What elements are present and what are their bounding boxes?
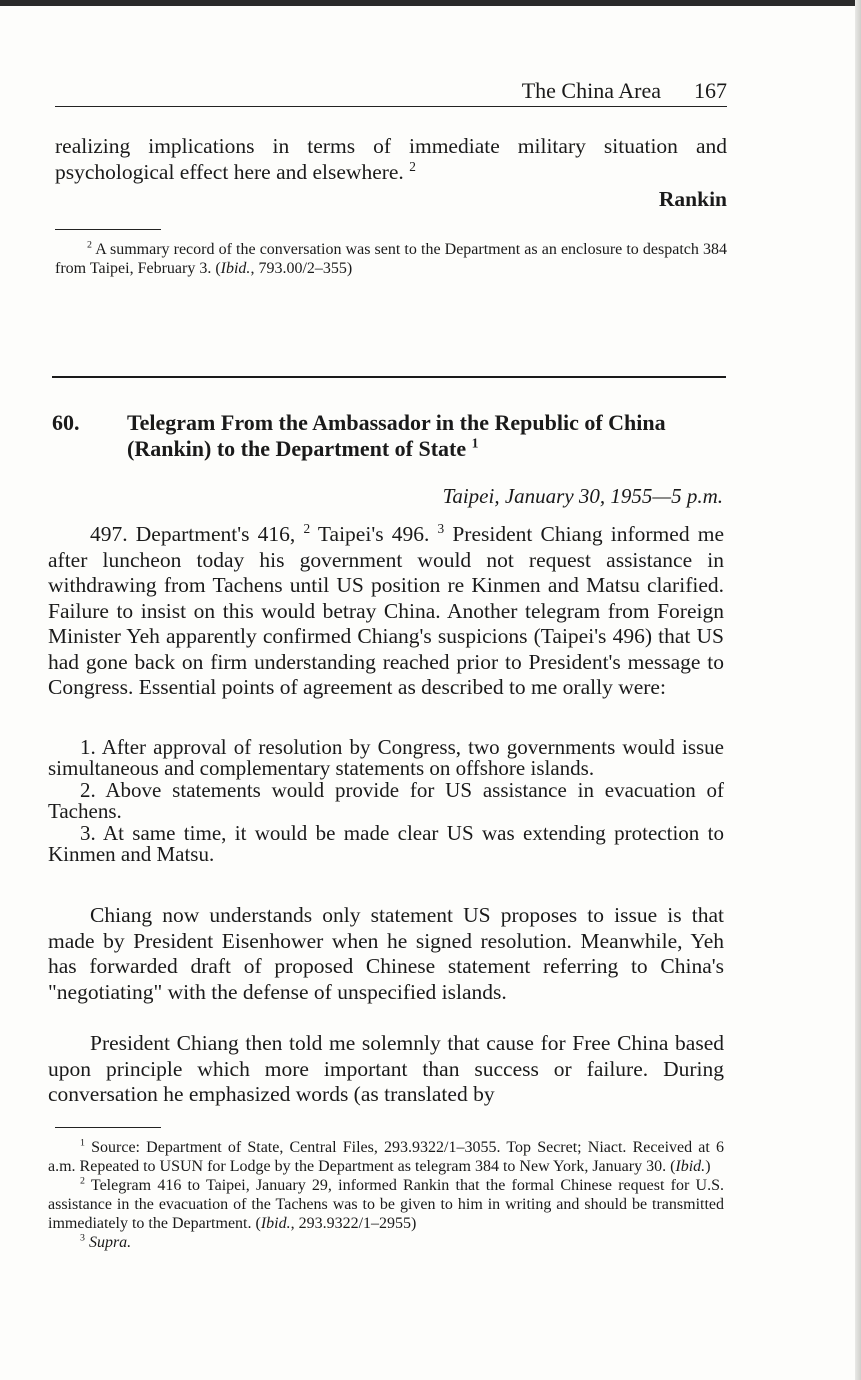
footnote-2-top: $^2$ A summary record of the conversation was sent to the Department as an enclosure to despatch 384 from Taipei, February 3. (Ibid., 793.00/2–355)	[55, 239, 727, 277]
continuation-block	[55, 134, 727, 212]
point-item: 1. After approval of resolution by Congress, two governments would issue simultaneous and complementary statements on offshore islands.	[48, 735, 724, 780]
telegram-paragraph-1: 497. Department's 416, $^2$ Taipei's 496. $^3$ President Chiang informed me after luncheon today his government would not request assistance in withdrawing from Tachens until US position re Kinmen and Matsu clarified. Failure to insist on this would betray China. Another telegram from Foreign Minister Yeh apparently confirmed Chiang's suspicions (Taipei's 496) that US had gone back on firm understanding reached prior to President's message to Congress. Essential points of agreement as described to me orally were:	[48, 520, 724, 699]
running-head	[55, 78, 727, 107]
top-footnote	[55, 240, 727, 278]
telegram-paragraph-3: President Chiang then told me solemnly that cause for Free China based upon principle which more important than success or failure. During conversation he emphasized words (as translated by	[48, 1031, 724, 1106]
section-divider	[52, 376, 726, 378]
running-head-title: The China Area	[521, 78, 661, 103]
footnote-marker: 2	[87, 239, 92, 251]
page-binding-edge	[855, 0, 861, 1380]
point-item: 3. At same time, it would be made clear US was extending protection to Kinmen and Matsu.	[48, 821, 724, 866]
footnote-2: $^2$ Telegram 416 to Taipei, January 29, informed Rankin that the formal Chinese request for U.S. assistance in the evacuation of the Tachens was to be given to him in writing and should be transmitted immediately to the Department. (Ibid., 293.9322/1–2955)	[48, 1175, 724, 1232]
footnote-rule	[55, 229, 161, 230]
point-item: 2. Above statements would provide for US assistance in evacuation of Tachens.	[48, 778, 724, 823]
page-top-edge	[0, 0, 861, 6]
footnote-3: $^3$ Supra.	[80, 1232, 132, 1251]
document-title: Telegram From the Ambassador in the Republic of China (Rankin) to the Department of State $^1$	[127, 410, 666, 461]
dateline: Taipei, January 30, 1955—5 p.m.	[442, 484, 723, 508]
telegram-paragraph-2: Chiang now understands only statement US proposes to issue is that made by President Eisenhower when he signed resolution. Meanwhile, Yeh has forwarded draft of proposed Chinese statement referring to China's "negotiating" with the defense of unspecified islands.	[48, 903, 724, 1004]
document-number: 60.	[52, 410, 80, 435]
footnote-1: $^1$ Source: Department of State, Central Files, 293.9322/1–3055. Top Secret; Niact. Received at 6 a.m. Repeated to USUN for Lodge by the Department as telegram 384 to New York, January 30. (Ibid.)	[48, 1137, 724, 1175]
page-number: 167	[694, 78, 727, 103]
title-footnote-ref: 1	[471, 435, 479, 451]
footnotes	[48, 1138, 724, 1252]
agreement-points	[48, 737, 724, 865]
footnote-rule	[55, 1127, 161, 1128]
footnote-ref: 2	[409, 158, 416, 174]
continuation-paragraph: realizing implications in terms of immediate military situation and psychological effect here and elsewhere. $^2$	[55, 134, 727, 184]
signature: Rankin	[658, 187, 727, 211]
